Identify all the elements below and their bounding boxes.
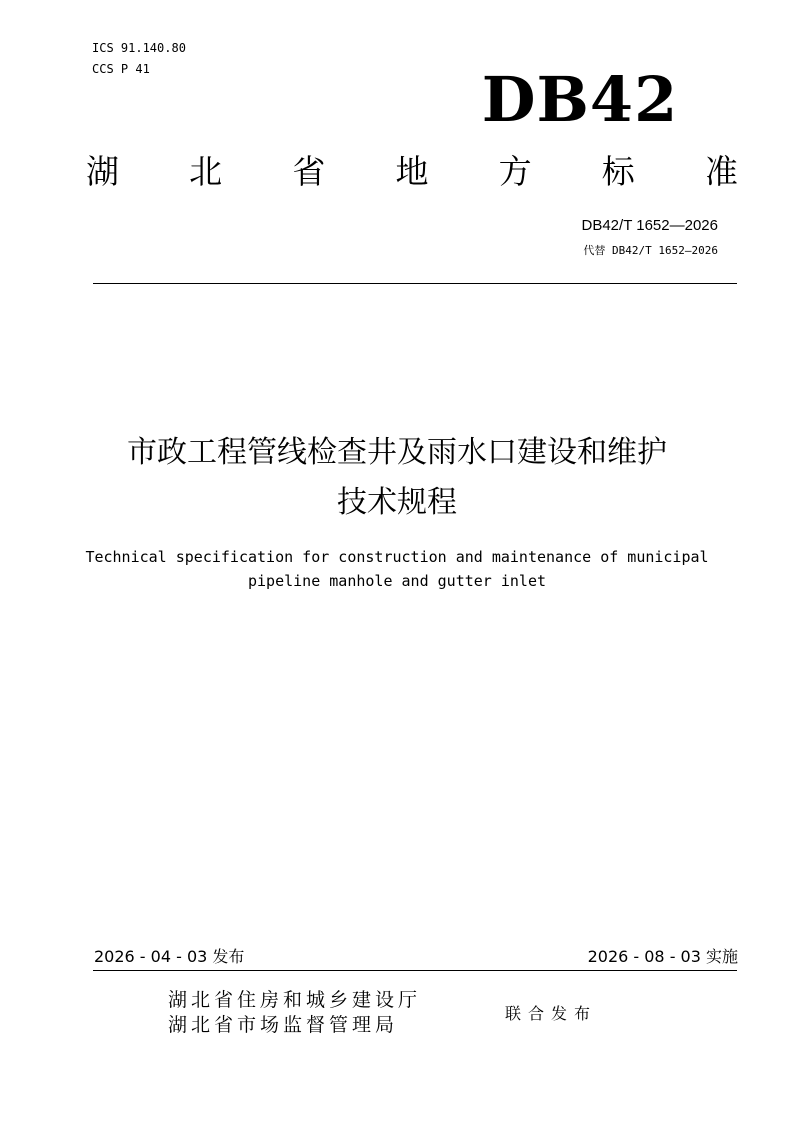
joint-issue-label: 联合发布 (505, 1004, 598, 1023)
db-logo: DB42 (481, 63, 679, 136)
title-cn-line-2: 技术规程 (337, 485, 457, 520)
standard-type-char: 准 (704, 152, 738, 191)
document-title-cn (60, 428, 734, 528)
ics-code: ICS 91.140.80 (92, 41, 186, 55)
title-en-line-1: Technical specification for construction and maintenance of municipal (85, 548, 709, 566)
issuer-market-regulation: 湖北省市场监督管理局 (168, 1014, 399, 1036)
title-en-line-2: pipeline manhole and gutter inlet (247, 572, 546, 590)
standard-type (86, 148, 738, 196)
standard-number: DB42/T 1652—2026 (581, 217, 718, 234)
standard-type-char: 北 (189, 152, 223, 191)
standard-type-char: 方 (498, 152, 532, 191)
top-divider (93, 283, 737, 284)
issue-date: 2026 - 04 - 03 发布 (94, 947, 245, 966)
replaces-standard: 代替 DB42/T 1652—2026 (583, 244, 718, 257)
bottom-divider (93, 970, 737, 971)
implementation-date: 2026 - 08 - 03 实施 (587, 947, 738, 966)
issuing-authorities (168, 988, 421, 1038)
standard-type-char: 地 (395, 152, 429, 191)
document-title-en (60, 545, 734, 593)
classification-codes (92, 38, 186, 80)
standard-type-char: 标 (601, 152, 635, 191)
standard-type-char: 湖 (86, 152, 119, 191)
ccs-code: CCS P 41 (92, 62, 150, 76)
issuer-housing-department: 湖北省住房和城乡建设厅 (168, 989, 422, 1011)
title-cn-line-1: 市政工程管线检查井及雨水口建设和维护 (127, 435, 667, 470)
standard-type-char: 省 (292, 152, 326, 191)
